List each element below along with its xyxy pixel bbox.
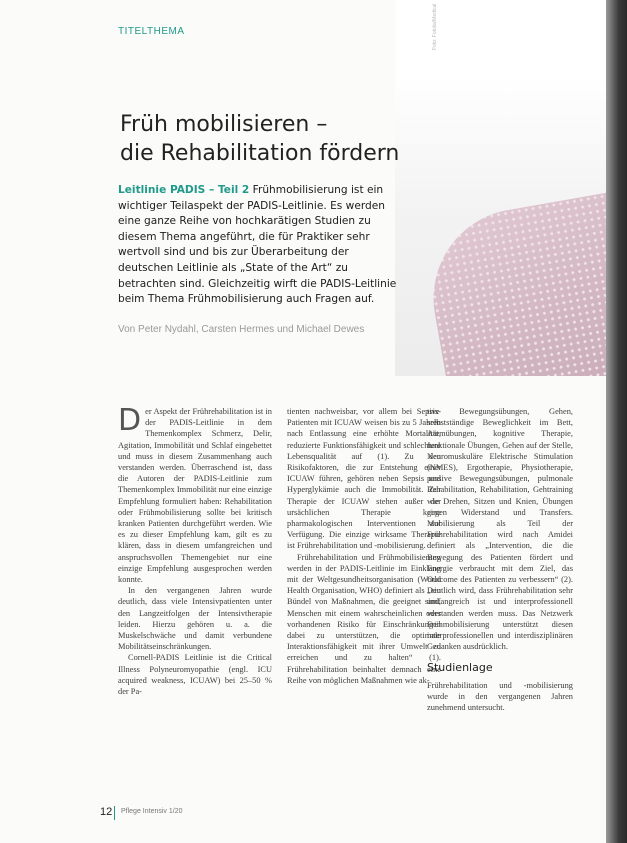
paragraph: In den vergangenen Jahren wurde deutlich, dass viele Intensivpatienten unter den Langzeitfolgen der Intensivtherapie leiden. Hierzu gehören u. a. die Muskelschwäche und damit verbundene Mobilitätseinschränkungen. (118, 586, 272, 652)
article-lead (118, 183, 400, 308)
publication-name: Pflege Intensiv 1/20 (121, 808, 183, 815)
header-photo (395, 0, 606, 376)
article-title (120, 110, 420, 168)
photo-credit: Foto: Fotolia/Medical (432, 3, 438, 50)
paragraph: Frührehabilitation und -mobilisierung wurde in den vergangenen Jahren zunehmend untersucht. (427, 680, 573, 713)
text-column-3 (427, 406, 573, 713)
lead-text: Frühmobilisierung ist ein wichtiger Teilaspekt der PADIS-Leitlinie. Es werden eine ganze Reihe von hochkarätigen Studien zu diesem Thema angeführt, die für Praktiker sehr wertvoll sind und bis zur Überarbeitung der deutschen Leitlinie als „State of the Art“ zu betrachten sind. Gleichzeitig wirft die PADIS-Leitlinie beim Thema Frühmobilisierung auch Fragen auf. (118, 184, 397, 306)
lead-series: Leitlinie PADIS – Teil 2 (118, 184, 250, 196)
footer-divider (114, 806, 115, 820)
page-number: 12 (100, 806, 113, 818)
paragraph: Cornell-PADIS Leitlinie ist die Critical Illness Polyneuromyopathie (engl. ICU acquired weakness, ICUAW) bei 25–50 % der Pa- (118, 653, 272, 697)
paragraph: tienten nachweisbar, vor allem bei Sepsis-Patienten mit ICUAW weisen bis zu 5 Jahren nach Entlassung eine erhöhte Mortalität, reduzierte Funktionsfähigkeit und schlechtere Lebensqualität auf (1). Zu den Risikofaktoren, die zur Entstehung einer ICUAW führen, gehören neben Sepsis und Hyperglykämie auch die Immobilität. Zur Therapie der ICUAW stehen außer der ursächlichen Therapie keine pharmakologischen Interventionen zur Verfügung. Die einzige wirksame Therapie ist Frührehabilitation und -mobilisierung. (287, 407, 441, 551)
paragraph (118, 403, 272, 585)
byline: Von Peter Nydahl, Carsten Hermes und Michael Dewes (118, 324, 365, 335)
text-column-1 (118, 403, 272, 697)
text-column-2 (287, 406, 441, 686)
page-edge-shadow (606, 0, 627, 843)
page-footer (100, 806, 580, 820)
title-line-2: die Rehabilitation fördern (120, 141, 400, 166)
paragraph: tive Bewegungsübungen, Gehen, selbstständige Beweglichkeit im Bett, Atemübungen, kognitive Therapie, funktionale Übungen, Gehen auf der Stelle, Neuromuskuläre Elektrische Stimulation (NMES), Ergotherapie, Physiotherapie, passive Bewegungsübungen, pulmonale Rehabilitation, Rehabilitation, Gehtraining wie Drehen, Sitzen und Knien, Übungen gegen Widerstand und Transfers. Mobilisierung als Teil der Frührehabilitation wird nach Amidei definiert als „Intervention, die die Bewegung des Patienten fördert und Energie verbraucht mit dem Ziel, das Outcome des Patienten zu verbessern“ (2). Deutlich wird, dass Frührehabilitation sehr umfangreich ist und interprofessionell verstanden werden muss. Das Netzwerk Frühmobilisierung unterstützt diesen interprofessionellen und interdisziplinären Gedanken ausdrücklich. (427, 407, 573, 652)
paragraph: Frührehabilitation und Frühmobilisierung werden in der PADIS-Leitlinie im Einklang mit der Weltgesundheitsorganisation (World Health Organisation, WHO) definiert als „ein Bündel von Maßnahmen, die geeignet sind, Menschen mit einem wahrscheinlichen oder vorhandenen Risiko für Einschränkungen dabei zu unterstützen, die optimale Interaktionsfähigkeit mit ihrer Umwelt zu erreichen und zu halten“ (1). Frührehabilitation beinhaltet demnach eine Reihe von möglichen Maßnahmen wie ak- (287, 552, 441, 685)
dropcap: D (118, 403, 142, 438)
paragraph-text: er Aspekt der Frührehabilitation ist in der PADIS-Leitlinie in dem Themenkomplex Schmerz, Delir, Agitation, Immobilität und Schlaf eingebettet und muss in diesem Zusammenhang auch verstanden werden. Überraschend ist, dass die Autoren der PADIS-Leitlinie zum Themenkomplex Immobilität nur eine einzige Empfehlung formuliert haben: Rehabilitation oder Frühmobilisierung sollte bei kritisch kranken Patienten durchgeführt werden. Wie es zu dieser Empfehlung kam, gilt es zu klären, dass in diesem umfangreichen und anspruchsvollen Themengebiet nur eine einzige Empfehlung ausgesprochen werden konnte. (118, 407, 272, 585)
title-line-1: Früh mobilisieren – (120, 112, 328, 137)
photo-blanket (419, 187, 606, 376)
subheading: Studienlage (427, 661, 493, 675)
section-kicker: TITELTHEMA (118, 26, 185, 37)
